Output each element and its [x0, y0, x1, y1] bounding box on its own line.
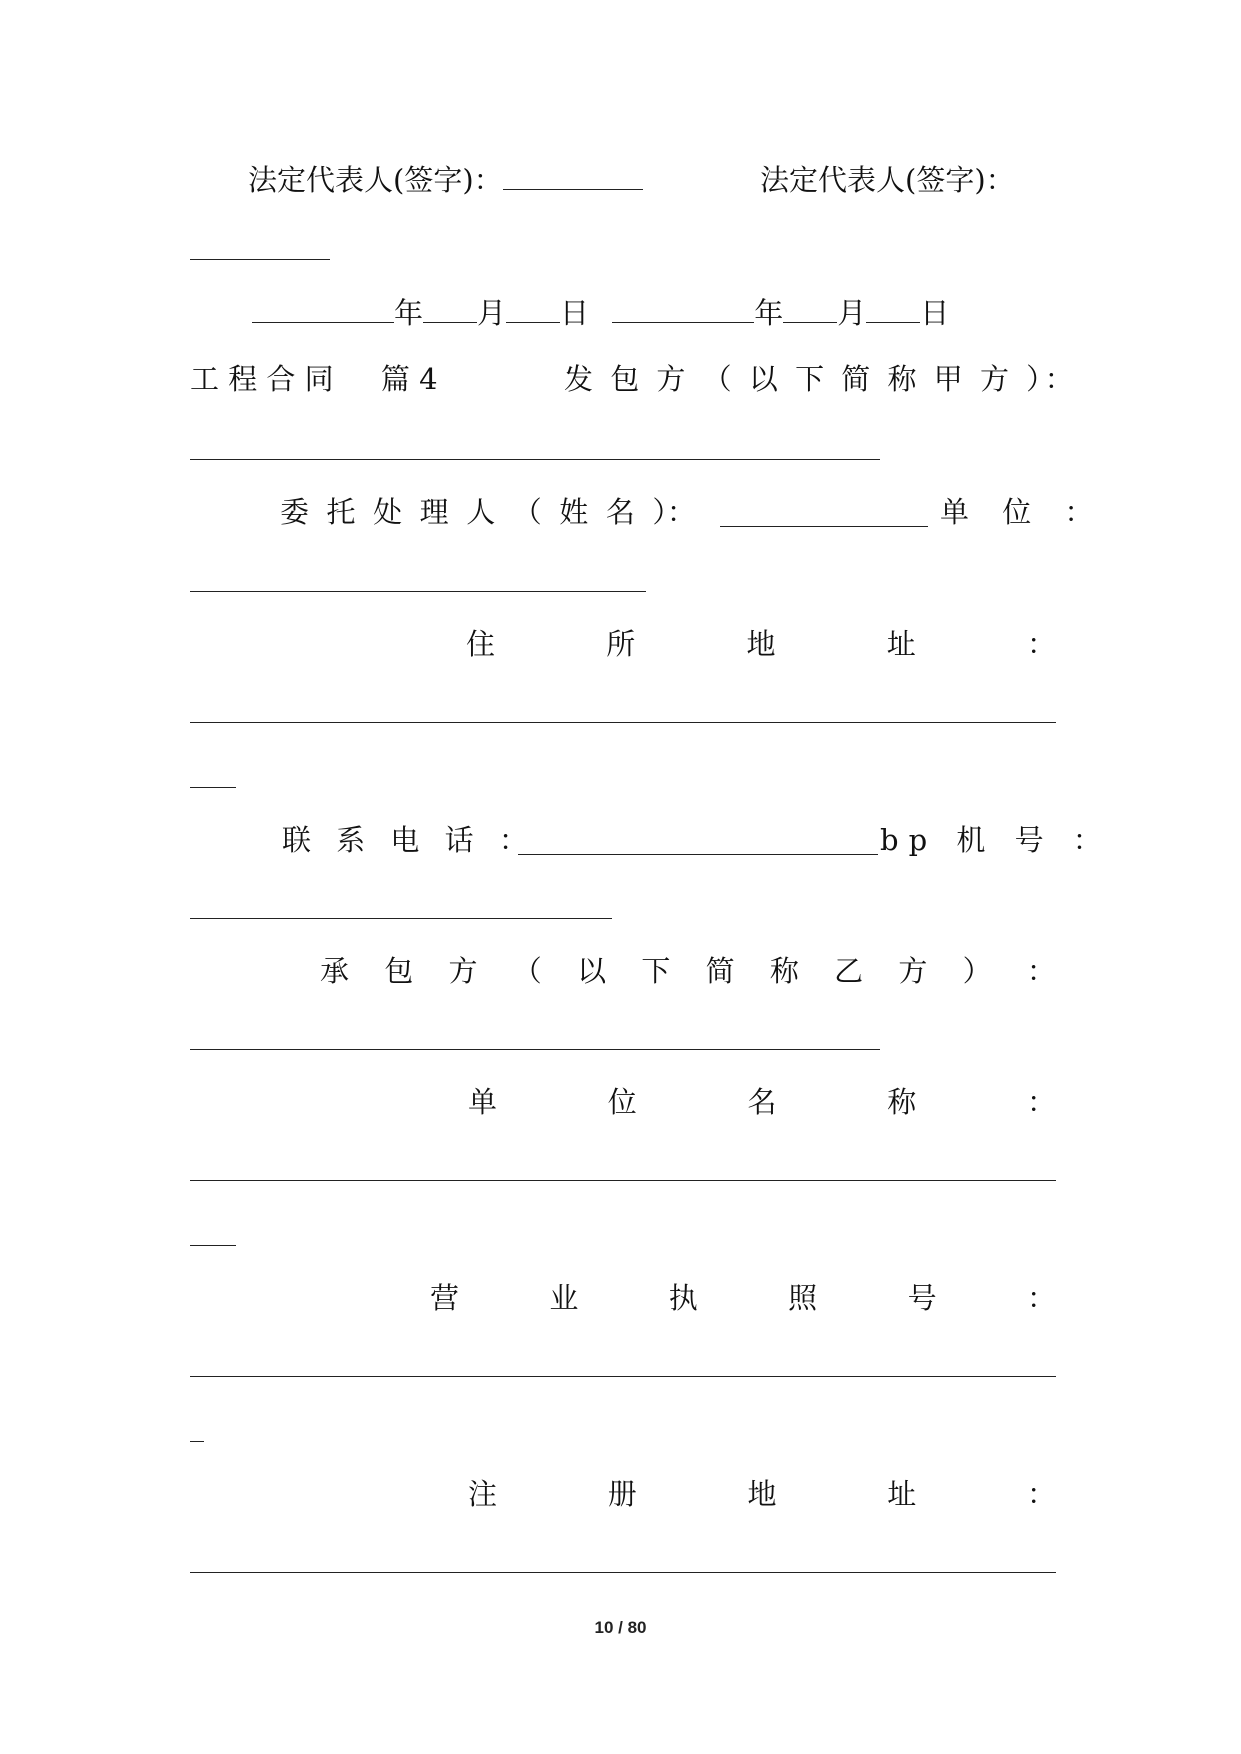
address-label: [466, 622, 1056, 666]
sign-left-blank: [503, 159, 643, 190]
sign-right-blank: [190, 259, 330, 260]
address-blank: [190, 722, 1056, 723]
phone-label: 联 系 电 话 ：: [282, 823, 536, 857]
agent-char: ）：: [652, 495, 696, 529]
contractor-char: 承: [320, 954, 350, 988]
contractor-char: 方: [448, 954, 478, 988]
agent-char: （: [512, 495, 542, 529]
unit-name-char: 称: [887, 1085, 917, 1119]
date2-month-label: 月: [837, 296, 867, 330]
title-row: [190, 357, 1078, 401]
contractor-char: 下: [641, 954, 671, 988]
date2-day-blank: [866, 292, 920, 323]
contractor-char: 乙: [834, 954, 864, 988]
license-blank: [190, 1376, 1056, 1377]
agent-char: 名: [605, 495, 635, 529]
date2-year-blank: [612, 292, 754, 323]
page-number: 10 / 80: [594, 1618, 647, 1637]
license-char: 营: [430, 1281, 460, 1315]
date-row: [190, 291, 1056, 335]
contractor-blank: [190, 1049, 880, 1050]
date1-year-blank-line: [252, 292, 394, 323]
date2-day-label: 日: [920, 296, 950, 330]
contractor-char: 称: [769, 954, 799, 988]
contractor-char: 包: [384, 954, 414, 988]
unit-name-char: 位: [607, 1085, 637, 1119]
phone-row: [190, 818, 1112, 862]
license-char: 执: [668, 1281, 698, 1315]
address-char: 地: [746, 627, 776, 661]
agent-char: 理: [419, 495, 449, 529]
agent-char: 委: [280, 495, 310, 529]
address-char: ：: [1026, 627, 1056, 661]
sign-left-label: 法定代表人(签字)：: [248, 163, 503, 197]
date1-month-blank: [423, 292, 477, 323]
pager-blank: [190, 918, 612, 919]
contractor-char: ：: [1026, 954, 1056, 988]
agent-char: 托: [326, 495, 356, 529]
agent-name-blank: [720, 496, 928, 527]
date1-day-label: 日: [560, 296, 590, 330]
reg-address-char: 址: [887, 1477, 917, 1511]
license-char: 照: [788, 1281, 818, 1315]
phone-blank: [518, 824, 878, 855]
reg-address-char: 册: [607, 1477, 637, 1511]
unit-name-label: [468, 1080, 1056, 1124]
sign-right-label: 法定代表人(签字)：: [760, 163, 1015, 197]
unit-name-char: 名: [747, 1085, 777, 1119]
contractor-char: 方: [898, 954, 928, 988]
date2-month-blank: [783, 292, 837, 323]
address-char: 址: [886, 627, 916, 661]
date1-month-label: 月: [477, 296, 507, 330]
employer-blank: [190, 459, 880, 460]
license-char: ：: [1026, 1281, 1056, 1315]
address-char: 所: [606, 627, 636, 661]
date1-day-blank: [506, 292, 560, 323]
contractor-char: 简: [705, 954, 735, 988]
license-blank-cont: [190, 1441, 204, 1442]
unit-name-char: 单: [468, 1085, 498, 1119]
reg-address-label: [468, 1472, 1056, 1516]
license-label: [430, 1276, 1056, 1320]
address-char: 住: [466, 627, 496, 661]
agent-char: 姓: [559, 495, 589, 529]
date2-year-label: 年: [754, 296, 784, 330]
agent-label: [280, 490, 696, 534]
agent-char: 人: [466, 495, 496, 529]
unit-name-blank: [190, 1180, 1056, 1181]
employer-label: 发 包 方 （ 以 下 简 称 甲 方 ）：: [564, 362, 1078, 396]
agent-char: 处: [373, 495, 403, 529]
agent-row: [190, 490, 1106, 534]
unit-name-blank-cont: [190, 1245, 236, 1246]
reg-address-char: 地: [747, 1477, 777, 1511]
signature-row: [190, 158, 1056, 202]
pager-label: bp 机 号 ：: [880, 823, 1112, 857]
license-char: 号: [907, 1281, 937, 1315]
contractor-char: 以: [577, 954, 607, 988]
unit-label: 单 位 ：: [940, 495, 1106, 529]
date1-year-label: 年: [394, 296, 424, 330]
reg-address-char: ：: [1026, 1477, 1056, 1511]
contractor-char: ）: [962, 954, 992, 988]
section-label: 篇 4: [380, 362, 438, 396]
license-char: 业: [549, 1281, 579, 1315]
unit-name-char: ：: [1026, 1085, 1056, 1119]
contract-title: 工 程 合 同: [190, 362, 334, 396]
reg-address-blank: [190, 1572, 1056, 1573]
contractor-label: [320, 949, 1056, 993]
address-blank-cont: [190, 787, 236, 788]
contractor-char: （: [512, 954, 542, 988]
unit-blank: [190, 591, 646, 592]
reg-address-char: 注: [468, 1477, 498, 1511]
